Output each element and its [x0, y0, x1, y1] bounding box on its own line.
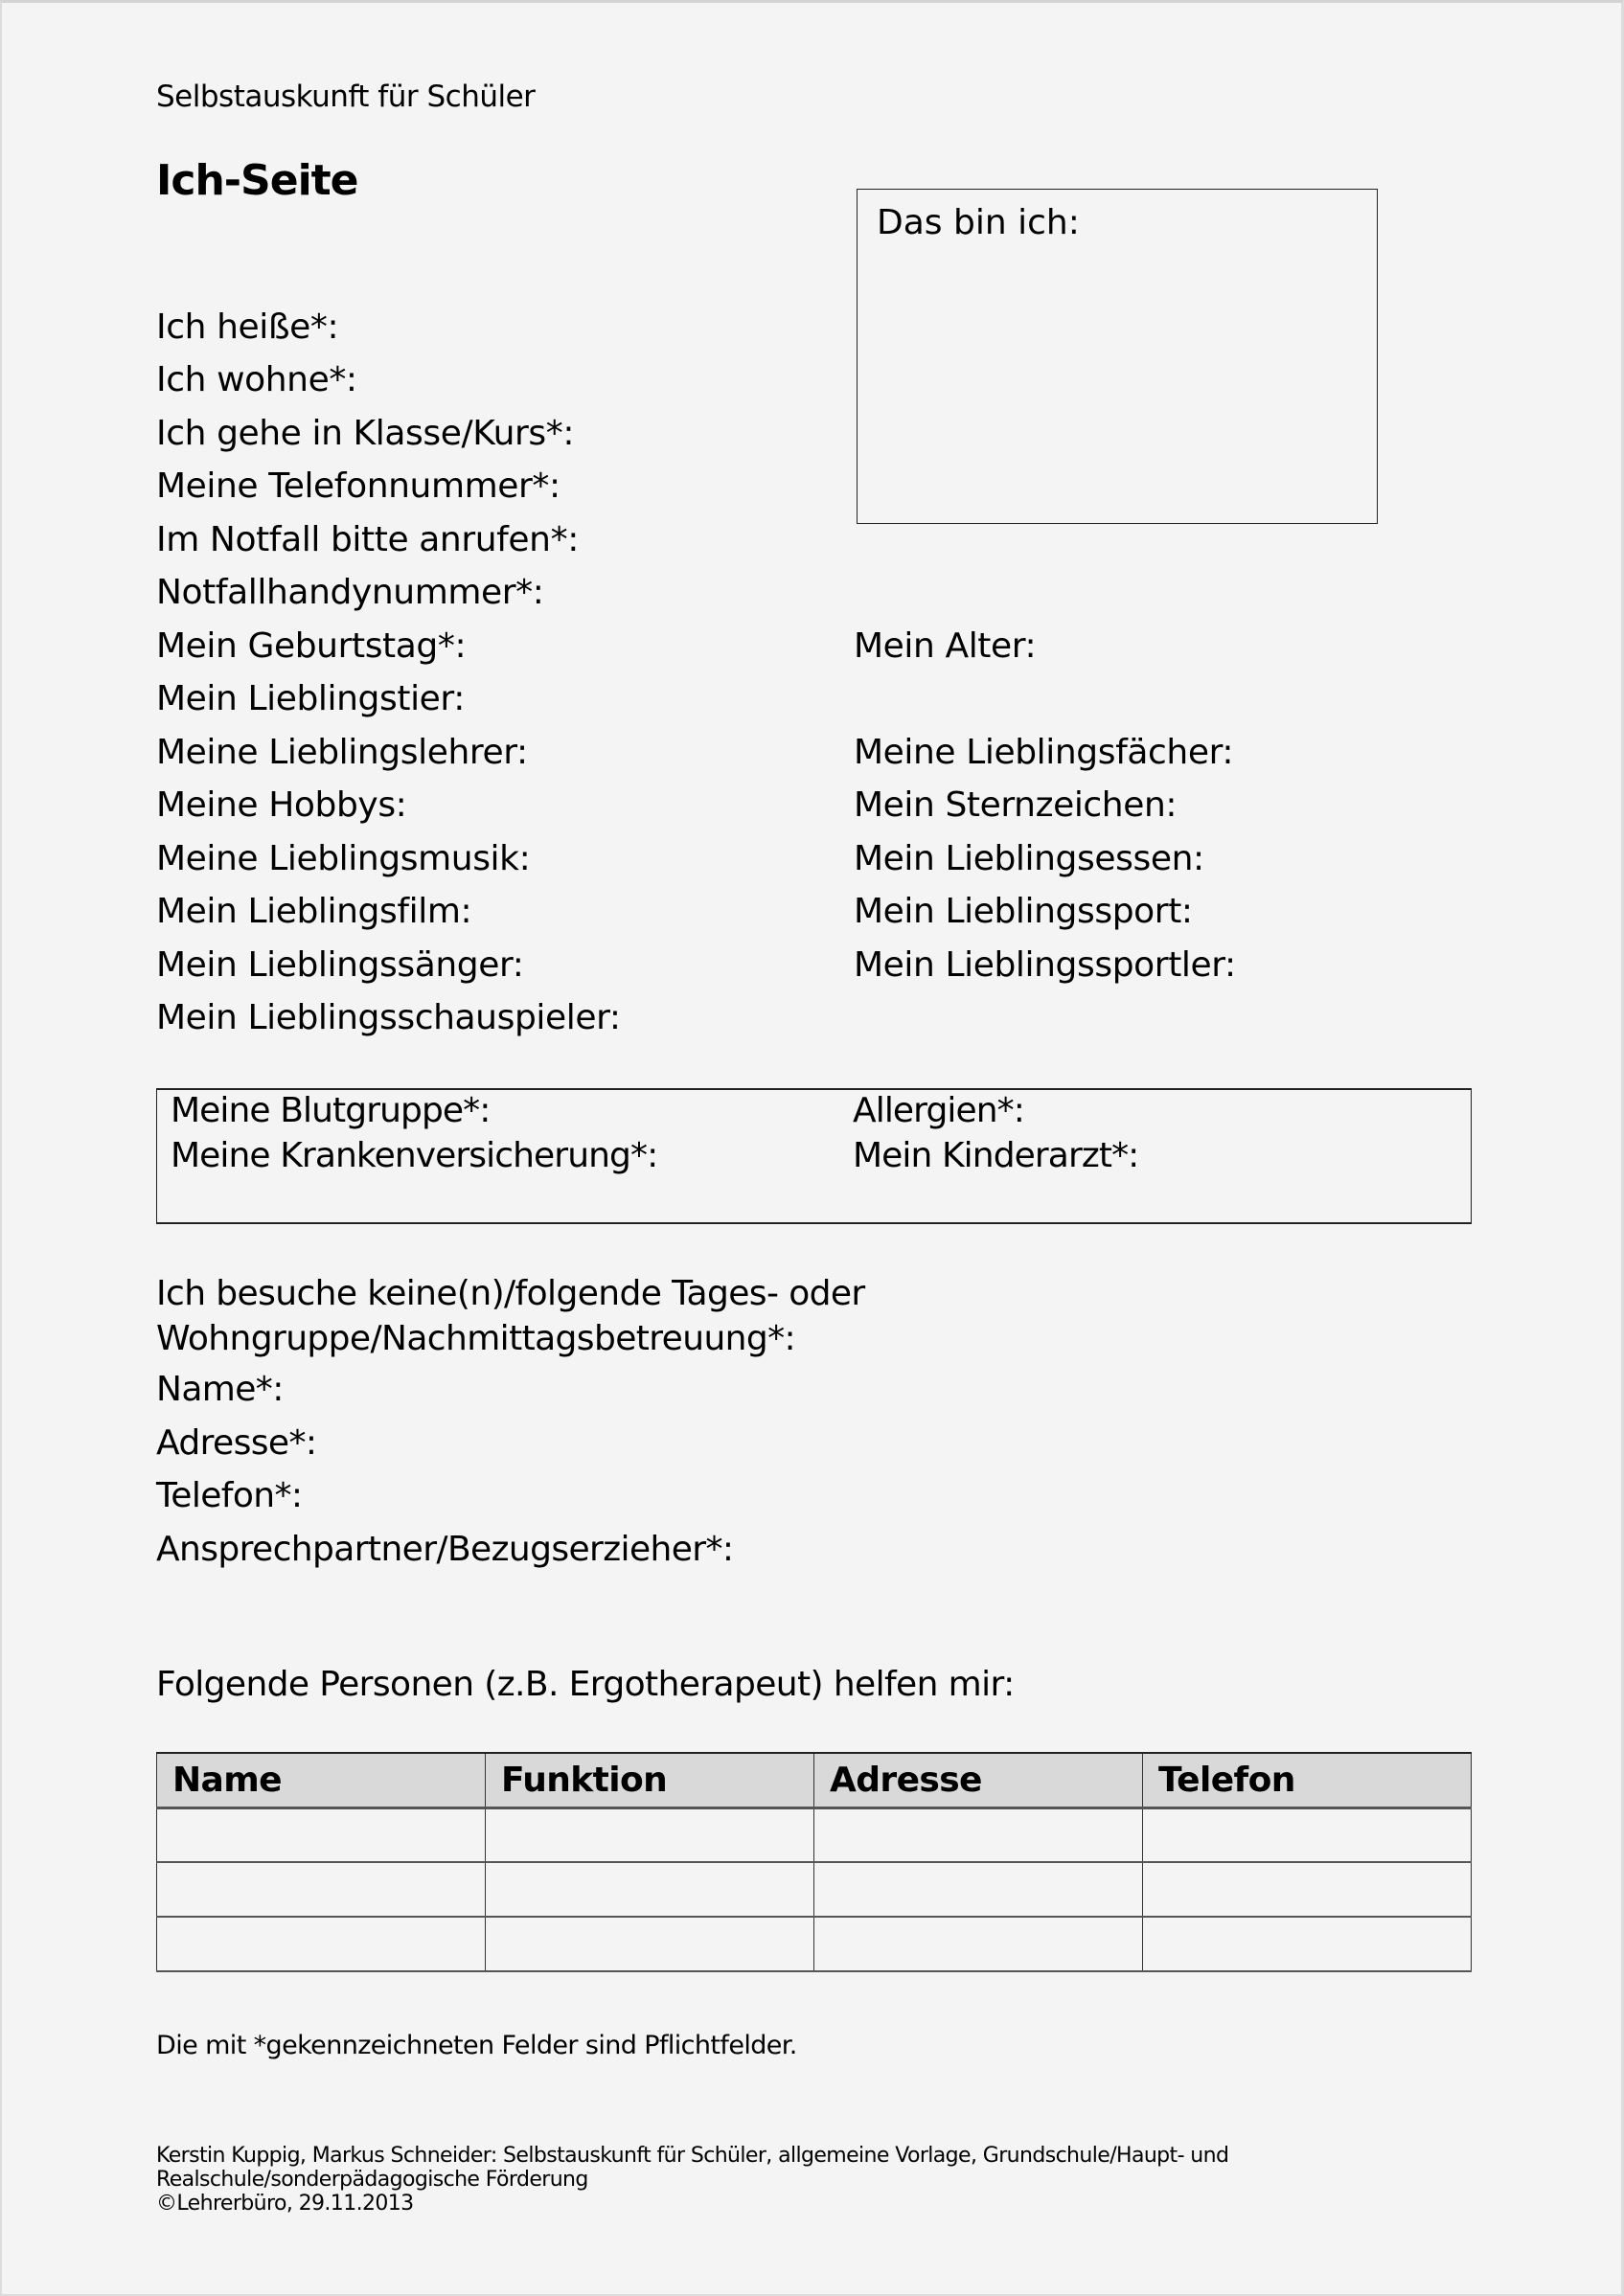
table-cell-name[interactable]	[157, 1917, 486, 1971]
field-hobbies: Meine Hobbys:	[156, 785, 407, 825]
table-cell-function[interactable]	[486, 1807, 814, 1862]
credits-line-1: Kerstin Kuppig, Markus Schneider: Selbstauskunft für Schüler, allgemeine Vorlage, Grundschule/Haupt- und	[156, 2144, 1229, 2168]
table-cell-phone[interactable]	[1143, 1807, 1472, 1862]
field-favorite-food: Mein Lieblingsessen:	[854, 839, 1204, 878]
credits	[156, 2144, 1228, 2216]
table-cell-function[interactable]	[486, 1862, 814, 1917]
table-cell-name[interactable]	[157, 1862, 486, 1917]
field-favorite-athlete: Mein Lieblingssportler:	[854, 945, 1236, 985]
table-cell-name[interactable]	[157, 1807, 486, 1862]
table-row	[157, 1917, 1472, 1971]
field-pediatrician: Mein Kinderarzt*:	[853, 1136, 1139, 1175]
table-row	[157, 1862, 1472, 1917]
page-title: Ich-Seite	[156, 156, 358, 205]
care-group-intro-line1: Ich besuche keine(n)/folgende Tages- oder	[156, 1274, 865, 1313]
field-care-group-address: Adresse*:	[156, 1423, 317, 1463]
field-emergency-contact: Im Notfall bitte anrufen*:	[156, 520, 579, 559]
field-favorite-animal: Mein Lieblingstier:	[156, 679, 465, 718]
health-info-box	[156, 1088, 1472, 1224]
required-fields-footnote: Die mit *gekennzeichneten Felder sind Pflichtfelder.	[156, 2031, 797, 2060]
field-favorite-singer: Mein Lieblingssänger:	[156, 945, 524, 985]
helpers-table	[156, 1752, 1472, 1972]
table-cell-address[interactable]	[814, 1917, 1143, 1971]
photo-box-label: Das bin ich:	[877, 203, 1080, 242]
field-allergies: Allergien*:	[853, 1091, 1024, 1130]
field-care-group-name: Name*:	[156, 1370, 284, 1409]
column-header-name: Name	[157, 1753, 486, 1807]
credits-line-3: ©Lehrerbüro, 29.11.2013	[156, 2192, 414, 2216]
column-header-function: Funktion	[486, 1753, 814, 1807]
table-header-row	[157, 1753, 1472, 1807]
credits-line-2: Realschule/sonderpädagogische Förderung	[156, 2168, 588, 2192]
field-care-group-phone: Telefon*:	[156, 1476, 303, 1515]
helpers-intro: Folgende Personen (z.B. Ergotherapeut) helfen mir:	[156, 1665, 1015, 1704]
field-emergency-mobile: Notfallhandynummer*:	[156, 573, 544, 612]
table-cell-address[interactable]	[814, 1807, 1143, 1862]
document-header-label: Selbstauskunft für Schüler	[156, 80, 536, 114]
field-blood-type: Meine Blutgruppe*:	[171, 1091, 491, 1130]
field-favorite-subjects: Meine Lieblingsfächer:	[854, 733, 1234, 772]
column-header-address: Adresse	[814, 1753, 1143, 1807]
field-favorite-film: Mein Lieblingsfilm:	[156, 892, 472, 931]
field-age: Mein Alter:	[854, 626, 1037, 666]
table-cell-phone[interactable]	[1143, 1862, 1472, 1917]
table-cell-function[interactable]	[486, 1917, 814, 1971]
care-group-intro-line2: Wohngruppe/Nachmittagsbetreuung*:	[156, 1319, 796, 1358]
field-name: Ich heiße*:	[156, 307, 339, 347]
field-class: Ich gehe in Klasse/Kurs*:	[156, 414, 575, 453]
field-zodiac: Mein Sternzeichen:	[854, 785, 1178, 825]
column-header-phone: Telefon	[1143, 1753, 1472, 1807]
field-health-insurance: Meine Krankenversicherung*:	[171, 1136, 658, 1175]
field-phone: Meine Telefonnummer*:	[156, 466, 560, 506]
table-cell-address[interactable]	[814, 1862, 1143, 1917]
field-address: Ich wohne*:	[156, 360, 357, 399]
field-favorite-actor: Mein Lieblingsschauspieler:	[156, 998, 621, 1037]
table-cell-phone[interactable]	[1143, 1917, 1472, 1971]
field-care-group-contact: Ansprechpartner/Bezugserzieher*:	[156, 1530, 734, 1569]
field-favorite-sport: Mein Lieblingssport:	[854, 892, 1193, 931]
photo-box[interactable]	[857, 189, 1378, 524]
table-row	[157, 1807, 1472, 1862]
field-favorite-teachers: Meine Lieblingslehrer:	[156, 733, 528, 772]
field-birthday: Mein Geburtstag*:	[156, 626, 467, 666]
field-favorite-music: Meine Lieblingsmusik:	[156, 839, 531, 878]
